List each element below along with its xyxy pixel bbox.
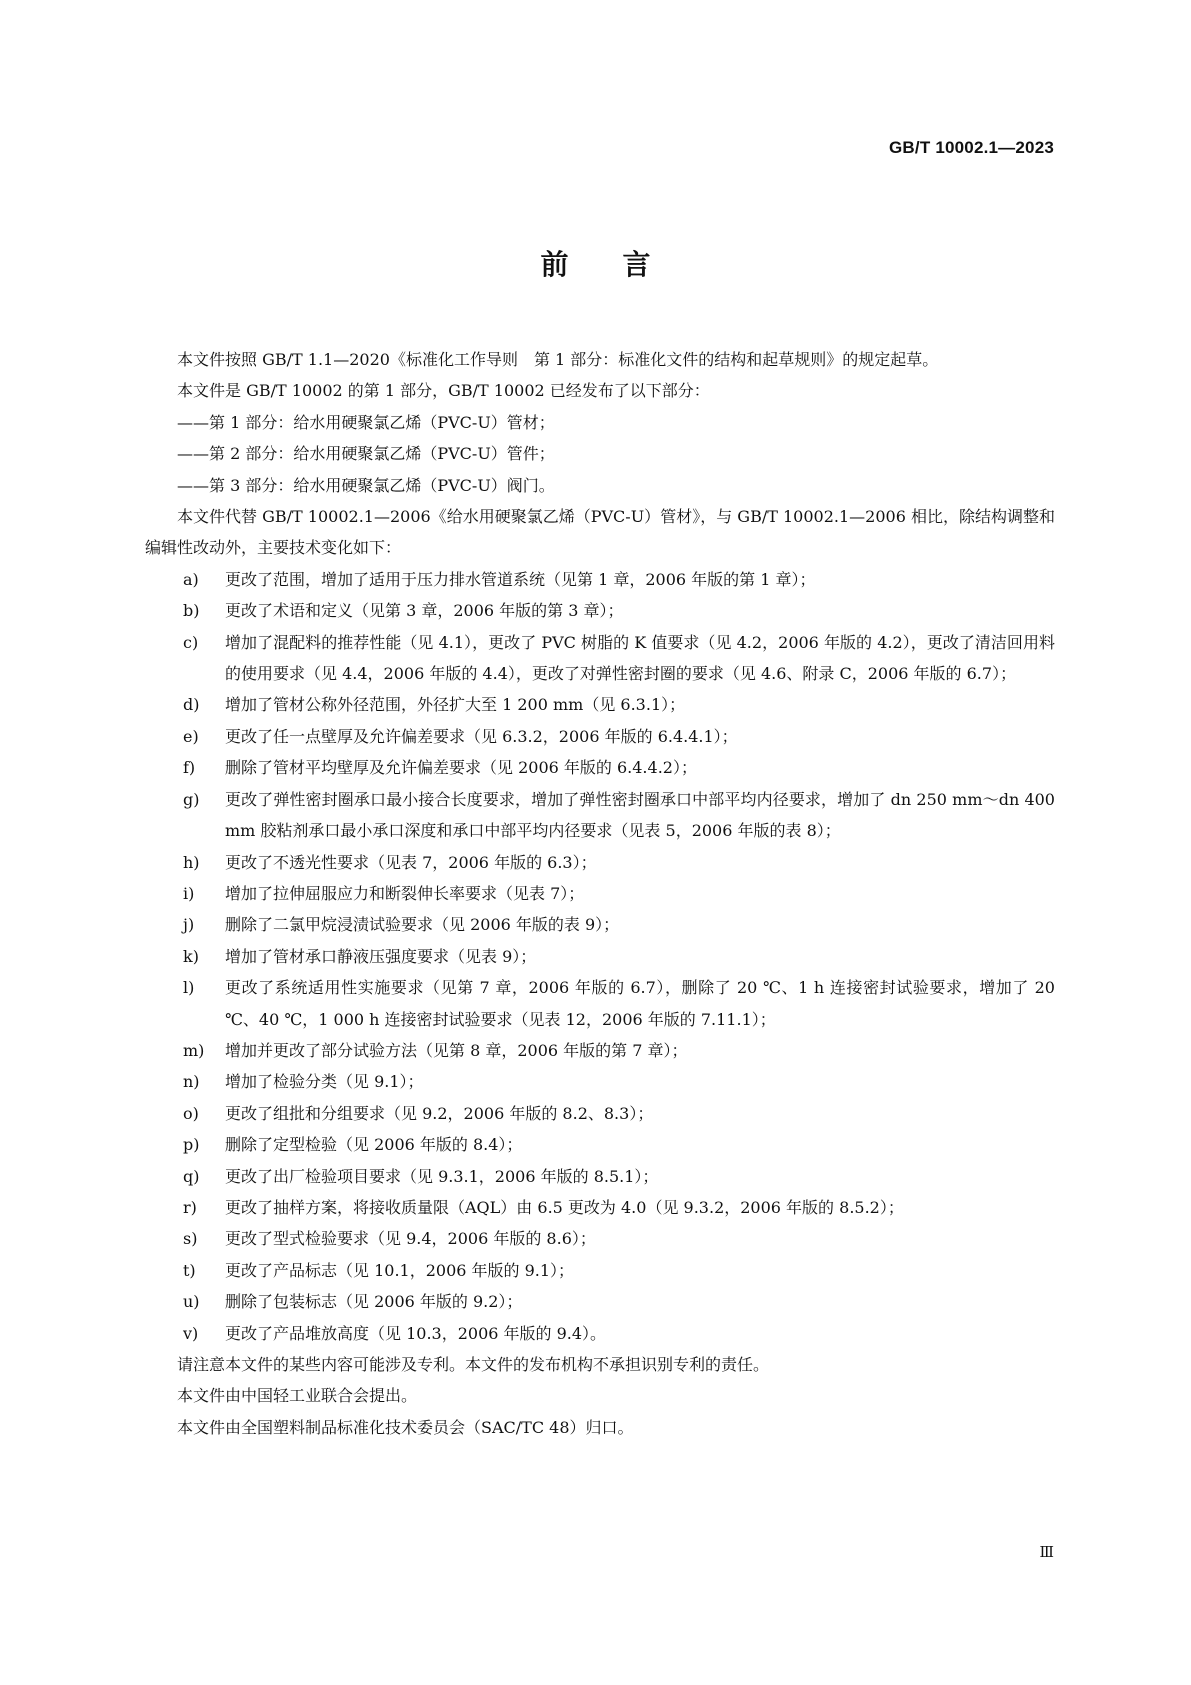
list-marker: j)	[183, 915, 195, 935]
list-item	[145, 627, 1055, 690]
list-item	[145, 909, 1055, 940]
list-item	[145, 878, 1055, 909]
list-item-text: 更改了系统适用性实施要求（见第 7 章，2006 年版的 6.7），删除了 20 ℃、1 h 连接密封试验要求，增加了 20 ℃、40 ℃，1 000 h 连接密封试验要求（见表 12，2006 年版的 7.11.1）；	[225, 978, 1055, 1029]
list-item	[145, 1098, 1055, 1129]
list-item-text: 增加并更改了部分试验方法（见第 8 章，2006 年版的第 7 章）；	[225, 1040, 688, 1060]
parts-intro-paragraph: 本文件是 GB/T 10002 的第 1 部分，GB/T 10002 已经发布了以下部分：	[177, 381, 710, 401]
list-marker: e)	[183, 726, 199, 746]
list-item	[145, 564, 1055, 595]
page-title	[0, 243, 1191, 283]
list-item-text: 更改了出厂检验项目要求（见 9.3.1，2006 年版的 8.5.1）；	[225, 1166, 659, 1186]
list-item-text: 更改了产品标志（见 10.1，2006 年版的 9.1）；	[225, 1260, 575, 1280]
part-item: ——第 3 部分：给水用硬聚氯乙烯（PVC-U）阀门。	[177, 475, 555, 495]
list-marker: u)	[183, 1292, 200, 1312]
list-item	[145, 721, 1055, 752]
proposed-by: 本文件由中国轻工业联合会提出。	[177, 1386, 418, 1406]
list-item	[145, 1066, 1055, 1097]
list-marker: i)	[183, 883, 195, 903]
title-char-2: 言	[622, 248, 651, 281]
list-item-text: 增加了检验分类（见 9.1）；	[225, 1072, 424, 1092]
list-marker: q)	[183, 1166, 200, 1186]
list-item-text: 更改了产品堆放高度（见 10.3，2006 年版的 9.4）。	[225, 1323, 607, 1343]
page-number: Ⅲ	[1039, 1543, 1054, 1561]
list-item-text: 更改了组批和分组要求（见 9.2，2006 年版的 8.2、8.3）；	[225, 1103, 654, 1123]
list-marker: g)	[183, 789, 200, 809]
list-item-text: 更改了范围，增加了适用于压力排水管道系统（见第 1 章，2006 年版的第 1 章）；	[225, 569, 816, 589]
list-marker: m)	[183, 1040, 205, 1060]
title-char-1: 前	[540, 248, 569, 281]
list-item-text: 增加了混配料的推荐性能（见 4.1），更改了 PVC 树脂的 K 值要求（见 4.2，2006 年版的 4.2），更改了清洁回用料的使用要求（见 4.4，2006 年版的 4.4），更改了对弹性密封圈的要求（见 4.6、附录 C，2006 年版的 6.7）；	[225, 632, 1055, 684]
list-item-text: 增加了管材公称外径范围，外径扩大至 1 200 mm（见 6.3.1）；	[225, 695, 686, 715]
list-marker: l)	[183, 978, 195, 998]
list-marker: b)	[183, 601, 200, 621]
changes-list	[145, 564, 1055, 1349]
list-item-text: 更改了术语和定义（见第 3 章，2006 年版的第 3 章）；	[225, 601, 624, 621]
list-marker: o)	[183, 1103, 199, 1123]
list-marker: v)	[183, 1323, 199, 1343]
list-item	[145, 1129, 1055, 1160]
list-marker: a)	[183, 569, 199, 589]
list-item	[145, 972, 1055, 1035]
list-marker: r)	[183, 1197, 197, 1217]
list-item	[145, 1161, 1055, 1192]
list-item	[145, 595, 1055, 626]
list-item	[145, 847, 1055, 878]
managed-by: 本文件由全国塑料制品标准化技术委员会（SAC/TC 48）归口。	[177, 1417, 634, 1437]
part-item: ——第 2 部分：给水用硬聚氯乙烯（PVC-U）管件；	[177, 444, 555, 464]
list-item-text: 增加了拉伸屈服应力和断裂伸长率要求（见表 7）；	[225, 883, 585, 903]
document-code: GB/T 10002.1—2023	[889, 138, 1054, 157]
list-item	[145, 1255, 1055, 1286]
list-marker: f)	[183, 758, 196, 778]
list-item-text: 更改了任一点壁厚及允许偏差要求（见 6.3.2，2006 年版的 6.4.4.1）；	[225, 726, 738, 746]
list-item-text: 更改了抽样方案，将接收质量限（AQL）由 6.5 更改为 4.0（见 9.3.2，2006 年版的 8.5.2）；	[225, 1197, 904, 1217]
list-marker: n)	[183, 1072, 200, 1092]
replacement-paragraph: 本文件代替 GB/T 10002.1—2006《给水用硬聚氯乙烯（PVC-U）管材》，与 GB/T 10002.1—2006 相比，除结构调整和编辑性改动外，主要技术变化如下：	[145, 507, 1055, 558]
list-item-text: 删除了包装标志（见 2006 年版的 9.2）；	[225, 1292, 523, 1312]
foreword-body	[145, 344, 1055, 1443]
list-marker: s)	[183, 1229, 198, 1249]
list-item-text: 增加了管材承口静液压强度要求（见表 9）；	[225, 946, 537, 966]
list-item-text: 更改了不透光性要求（见表 7，2006 年版的 6.3）；	[225, 852, 597, 872]
list-item	[145, 1223, 1055, 1254]
list-item-text: 更改了弹性密封圈承口最小接合长度要求，增加了弹性密封圈承口中部平均内径要求，增加了 dn 250 mm～dn 400 mm 胶粘剂承口最小承口深度和承口中部平均内径要求（见表 5，2006 年版的表 8）；	[225, 789, 1055, 841]
list-item	[145, 1192, 1055, 1223]
list-item-text: 删除了二氯甲烷浸渍试验要求（见 2006 年版的表 9）；	[225, 915, 620, 935]
list-item	[145, 1035, 1055, 1066]
list-item-text: 更改了型式检验要求（见 9.4，2006 年版的 8.6）；	[225, 1229, 596, 1249]
list-item-text: 删除了定型检验（见 2006 年版的 8.4）；	[225, 1135, 523, 1155]
list-item	[145, 1318, 1055, 1349]
part-item: ——第 1 部分：给水用硬聚氯乙烯（PVC-U）管材；	[177, 412, 555, 432]
drafting-rule-paragraph: 本文件按照 GB/T 1.1—2020《标准化工作导则 第 1 部分：标准化文件的结构和起草规则》的规定起草。	[177, 350, 939, 369]
patent-notice: 请注意本文件的某些内容可能涉及专利。本文件的发布机构不承担识别专利的责任。	[177, 1355, 770, 1374]
list-item-text: 删除了管材平均壁厚及允许偏差要求（见 2006 年版的 6.4.4.2）；	[225, 758, 697, 778]
list-marker: h)	[183, 852, 200, 872]
list-marker: p)	[183, 1135, 200, 1155]
list-item	[145, 689, 1055, 720]
list-marker: c)	[183, 632, 199, 652]
list-item	[145, 752, 1055, 783]
list-item	[145, 784, 1055, 847]
list-item	[145, 1286, 1055, 1317]
list-item	[145, 941, 1055, 972]
list-marker: t)	[183, 1260, 196, 1280]
list-marker: k)	[183, 946, 199, 966]
list-marker: d)	[183, 695, 200, 715]
